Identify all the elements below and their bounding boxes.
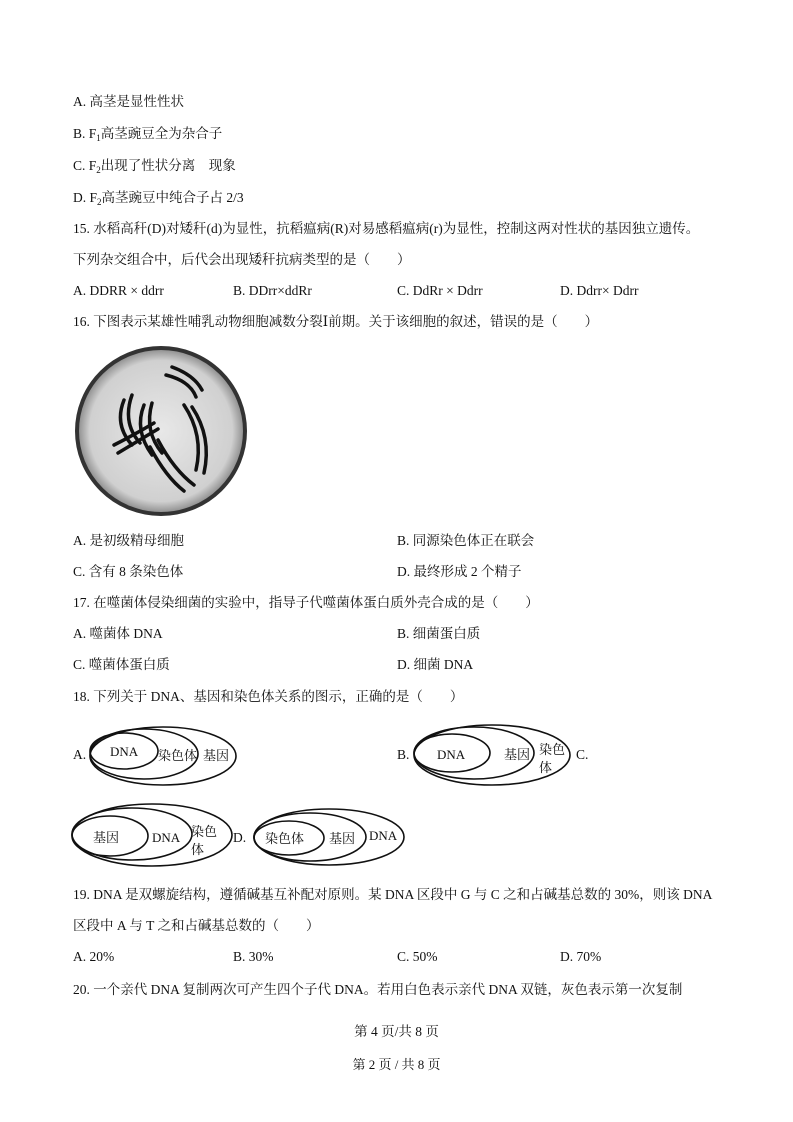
label-outer: 体 — [539, 760, 553, 775]
q16-option-a: A. 是初级精母细胞 — [73, 533, 184, 548]
q18-label-d: D. — [233, 830, 247, 845]
q14-option-d — [73, 189, 244, 211]
q16-option-d: D. 最终形成 2 个精子 — [397, 564, 522, 579]
subscript: 2 — [97, 197, 102, 207]
q19-option-b: B. 30% — [233, 949, 274, 964]
q15-stem-line1: 15. 水稻高秆(D)对矮秆(d)为显性，抗稻瘟病(R)对易感稻瘟病(r)为显性，控制这两对性状的基因独立遗传。 — [73, 221, 700, 236]
q14-option-a — [73, 93, 184, 111]
label-inner: DNA — [110, 744, 139, 759]
subscript: 2 — [96, 165, 101, 175]
option-text: 高茎豌豆中纯合子占 2/3 — [101, 190, 244, 205]
label-outer: 基因 — [203, 748, 230, 763]
label-inner: 染色体 — [265, 831, 305, 846]
q18-label-a: A. — [73, 747, 87, 762]
option-label: C. F — [73, 158, 97, 173]
subscript: 1 — [96, 133, 101, 143]
option-text: 高茎豌豆全为杂合子 — [100, 126, 223, 141]
q17-option-c: C. 噬菌体蛋白质 — [73, 657, 170, 672]
label-inner: 基因 — [93, 830, 120, 845]
q18-stem: 18. 下列关于 DNA、基因和染色体关系的图示，正确的是（ ） — [73, 689, 464, 704]
option-label: A. — [73, 94, 87, 109]
label-outer: 染色 — [191, 824, 218, 839]
q17-option-a: A. 噬菌体 DNA — [73, 626, 163, 641]
q19-option-a: A. 20% — [73, 949, 115, 964]
q15-stem-line2: 下列杂交组合中，后代会出现矮秆抗病类型的是（ ） — [73, 252, 411, 267]
inner-page-number: 第 4 页/共 8 页 — [354, 1024, 439, 1039]
meiosis-cell-image — [74, 345, 249, 517]
q16-option-b: B. 同源染色体正在联会 — [397, 533, 535, 548]
label-middle: DNA — [152, 830, 181, 845]
q17-option-b: B. 细菌蛋白质 — [397, 626, 481, 641]
q14-option-c — [73, 157, 236, 179]
diagram-c — [70, 802, 234, 868]
q18-label-c: C. — [576, 747, 589, 762]
q15-option-d: D. Ddrr× Ddrr — [560, 283, 639, 298]
label-outer: 染色 — [539, 742, 566, 757]
outer-page-number: 第 2 页 / 共 8 页 — [352, 1057, 441, 1072]
q17-option-d: D. 细菌 DNA — [397, 657, 474, 672]
option-text: 出现了性状分离 现象 — [100, 158, 236, 173]
q19-stem-line2: 区段中 A 与 T 之和占碱基总数的（ ） — [73, 918, 320, 933]
q14-option-b — [73, 125, 222, 147]
label-middle: 染色体 — [158, 748, 198, 763]
q19-option-c: C. 50% — [397, 949, 438, 964]
q16-option-c: C. 含有 8 条染色体 — [73, 564, 184, 579]
diagram-b — [412, 722, 574, 788]
q17-stem: 17. 在噬菌体侵染细菌的实验中，指导子代噬菌体蛋白质外壳合成的是（ ） — [73, 595, 539, 610]
q15-option-a: A. DDRR × ddrr — [73, 283, 164, 298]
q19-stem-line1: 19. DNA 是双螺旋结构，遵循碱基互补配对原则。某 DNA 区段中 G 与 C 之和占碱基总数的 30%，则该 DNA — [73, 887, 713, 902]
label-middle: 基因 — [329, 831, 356, 846]
option-label: D. F — [73, 190, 98, 205]
label-inner: DNA — [437, 747, 466, 762]
diagram-a — [88, 724, 240, 788]
q18-label-b: B. — [397, 747, 410, 762]
label-outer: DNA — [369, 828, 398, 843]
q19-option-d: D. 70% — [560, 949, 602, 964]
q16-stem: 16. 下图表示某雄性哺乳动物细胞减数分裂Ⅰ前期。关于该细胞的叙述，错误的是（ ） — [73, 314, 599, 329]
q20-stem-line1: 20. 一个亲代 DNA 复制两次可产生四个子代 DNA。若用白色表示亲代 DNA 双链，灰色表示第一次复制 — [73, 982, 683, 997]
q15-option-c: C. DdRr × Ddrr — [397, 283, 483, 298]
option-text: 高茎是显性性状 — [89, 94, 184, 109]
label-middle: 基因 — [504, 747, 531, 762]
diagram-d — [252, 806, 408, 868]
option-label: B. F — [73, 126, 97, 141]
q15-option-b: B. DDrr×ddRr — [233, 283, 312, 298]
label-outer: 体 — [191, 842, 205, 857]
